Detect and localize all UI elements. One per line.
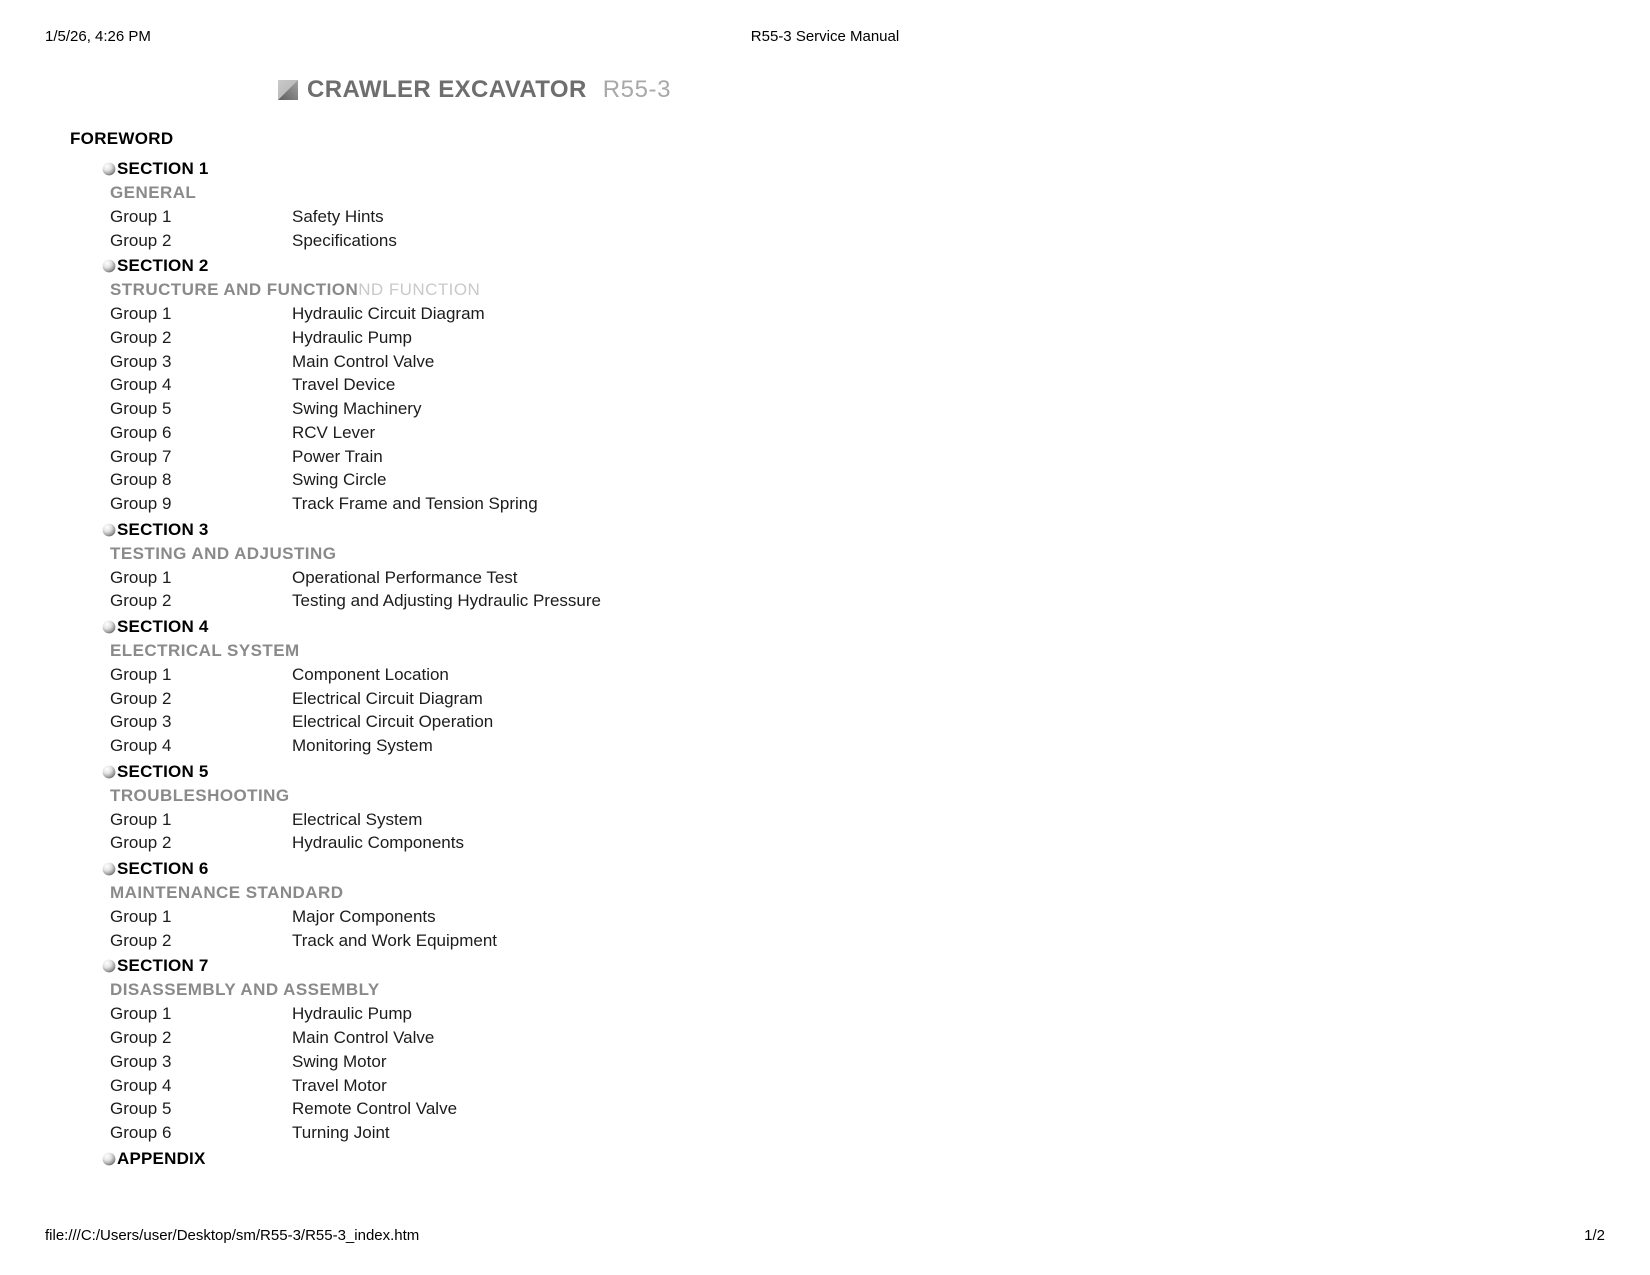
table-of-contents <box>0 157 1650 1171</box>
toc-section-subtitle-text: MAINTENANCE STANDARD <box>110 883 344 903</box>
toc-group-label: Group 2 <box>110 688 172 708</box>
toc-section-block <box>0 157 1650 252</box>
toc-group-label: Group 2 <box>110 930 172 950</box>
manual-title-main: CRAWLER EXCAVATOR <box>307 76 587 103</box>
toc-group-row[interactable] <box>0 1097 1650 1121</box>
toc-group-label: Group 2 <box>110 1028 172 1048</box>
print-footer-page-number: 1/2 <box>1584 1227 1605 1244</box>
toc-section-header[interactable] <box>0 615 1650 639</box>
toc-group-title: Hydraulic Circuit Diagram <box>292 304 485 324</box>
toc-group-row[interactable] <box>0 710 1650 734</box>
toc-section-subtitle <box>0 542 1650 566</box>
toc-group-row[interactable] <box>0 1050 1650 1074</box>
toc-group-label: Group 5 <box>110 1099 172 1119</box>
toc-group-title: Swing Circle <box>292 470 387 490</box>
toc-group-row[interactable] <box>0 687 1650 711</box>
toc-group-label: Group 2 <box>110 328 172 348</box>
toc-section-subtitle <box>0 881 1650 905</box>
toc-group-row[interactable] <box>0 397 1650 421</box>
toc-group-title: Turning Joint <box>292 1122 390 1142</box>
print-header-datetime: 1/5/26, 4:26 PM <box>45 28 151 45</box>
toc-group-row[interactable] <box>0 831 1650 855</box>
toc-section-block <box>0 857 1650 952</box>
gradient-square-logo-icon <box>278 80 298 100</box>
toc-group-title: Power Train <box>292 446 383 466</box>
toc-group-row[interactable] <box>0 229 1650 253</box>
print-footer <box>0 1227 1650 1249</box>
toc-group-row[interactable] <box>0 205 1650 229</box>
toc-group-title: Track and Work Equipment <box>292 930 498 950</box>
document-body <box>0 70 1650 1171</box>
toc-group-row[interactable] <box>0 589 1650 613</box>
toc-group-title: Hydraulic Pump <box>292 1004 412 1024</box>
toc-group-row[interactable] <box>0 421 1650 445</box>
toc-group-title: Travel Device <box>292 375 396 395</box>
toc-group-label: Group 6 <box>110 1122 172 1142</box>
sphere-bullet-icon <box>102 959 116 973</box>
toc-group-title: Hydraulic Components <box>292 833 464 853</box>
toc-section-subtitle-ghost-text: ND FUNCTION <box>358 280 481 300</box>
toc-group-label: Group 1 <box>110 907 172 927</box>
toc-section-header-label: SECTION 7 <box>117 956 209 976</box>
toc-section-subtitle <box>0 278 1650 302</box>
toc-section-header-label: SECTION 1 <box>117 159 209 178</box>
toc-group-row[interactable] <box>0 1074 1650 1098</box>
toc-section-header-label: APPENDIX <box>117 1148 206 1168</box>
toc-group-label: Group 1 <box>110 207 172 226</box>
toc-group-row[interactable] <box>0 1026 1650 1050</box>
toc-section-header[interactable] <box>0 157 1650 181</box>
foreword-heading: FOREWORD <box>70 129 174 148</box>
toc-group-label: Group 1 <box>110 664 172 684</box>
toc-group-row[interactable] <box>0 373 1650 397</box>
toc-group-title: Major Components <box>292 907 436 927</box>
toc-group-title: Electrical System <box>292 809 423 829</box>
toc-group-row[interactable] <box>0 445 1650 469</box>
toc-group-label: Group 9 <box>110 493 172 513</box>
toc-section-header-label: SECTION 5 <box>117 761 209 781</box>
toc-group-title: Electrical Circuit Operation <box>292 712 494 732</box>
sphere-bullet-icon <box>102 259 116 273</box>
toc-group-label: Group 1 <box>110 809 172 829</box>
toc-group-row[interactable] <box>0 1121 1650 1145</box>
toc-group-label: Group 5 <box>110 399 172 419</box>
toc-group-label: Group 3 <box>110 1051 172 1071</box>
toc-group-row[interactable] <box>0 468 1650 492</box>
toc-section-header[interactable] <box>0 518 1650 542</box>
sphere-bullet-icon <box>102 1152 116 1166</box>
toc-group-title: RCV Lever <box>292 422 376 442</box>
toc-group-label: Group 4 <box>110 375 172 395</box>
toc-section-block <box>0 954 1650 1144</box>
toc-section-subtitle <box>0 784 1650 808</box>
toc-section-block <box>0 254 1650 515</box>
toc-section-block <box>0 615 1650 758</box>
toc-group-label: Group 3 <box>110 351 172 371</box>
toc-group-row[interactable] <box>0 492 1650 516</box>
sphere-bullet-icon <box>102 523 116 537</box>
toc-group-label: Group 4 <box>110 736 172 755</box>
toc-group-title: Remote Control Valve <box>292 1099 458 1119</box>
manual-title-model: R55-3 <box>602 76 672 103</box>
toc-section-subtitle <box>0 181 1650 205</box>
toc-group-title: Swing Machinery <box>292 399 422 419</box>
toc-section-header-label: SECTION 3 <box>117 519 209 539</box>
toc-section-header[interactable] <box>0 857 1650 881</box>
toc-group-label: Group 8 <box>110 470 172 490</box>
toc-section-block <box>0 518 1650 613</box>
toc-group-label: Group 2 <box>110 591 172 611</box>
toc-group-title: Electrical Circuit Diagram <box>292 688 483 708</box>
toc-group-row[interactable] <box>0 1002 1650 1026</box>
toc-group-row[interactable] <box>0 663 1650 687</box>
toc-section-header[interactable] <box>0 254 1650 278</box>
print-header-title: R55-3 Service Manual <box>750 28 900 45</box>
toc-group-title: Testing and Adjusting Hydraulic Pressure <box>292 591 601 611</box>
toc-group-label: Group 3 <box>110 712 172 732</box>
toc-section-header[interactable] <box>0 760 1650 784</box>
toc-group-title: Specifications <box>292 230 397 250</box>
toc-group-title: Operational Performance Test <box>292 567 518 587</box>
toc-group-title: Main Control Valve <box>292 1028 435 1048</box>
toc-group-label: Group 2 <box>110 833 172 853</box>
toc-group-title: Safety Hints <box>292 207 384 226</box>
toc-group-label: Group 7 <box>110 446 172 466</box>
toc-group-title: Component Location <box>292 664 449 684</box>
print-footer-url: file:///C:/Users/user/Desktop/sm/R55-3/R55-3_index.htm <box>45 1227 420 1244</box>
toc-group-title: Travel Motor <box>292 1075 387 1095</box>
toc-group-row[interactable] <box>0 326 1650 350</box>
toc-section-subtitle-text: GENERAL <box>110 183 197 202</box>
toc-group-row[interactable] <box>0 929 1650 953</box>
toc-group-title: Hydraulic Pump <box>292 328 412 348</box>
toc-section-header-label: SECTION 4 <box>117 616 209 636</box>
toc-group-title: Swing Motor <box>292 1051 387 1071</box>
toc-group-title: Track Frame and Tension Spring <box>292 493 538 513</box>
toc-group-label: Group 1 <box>110 1004 172 1024</box>
toc-section-block <box>0 760 1650 855</box>
toc-section-header[interactable] <box>0 1147 1650 1171</box>
toc-group-row[interactable] <box>0 350 1650 374</box>
sphere-bullet-icon <box>102 862 116 876</box>
sphere-bullet-icon <box>102 765 116 779</box>
toc-section-header-label: SECTION 2 <box>117 256 209 276</box>
print-header <box>0 28 1650 50</box>
toc-section-subtitle-text: STRUCTURE AND FUNCTION <box>110 280 359 300</box>
manual-title <box>0 70 1650 110</box>
toc-group-row[interactable] <box>0 734 1650 758</box>
toc-group-label: Group 1 <box>110 304 172 324</box>
toc-section-header-label: SECTION 6 <box>117 859 209 879</box>
sphere-bullet-icon <box>102 620 116 634</box>
toc-group-label: Group 6 <box>110 422 172 442</box>
toc-section-subtitle-text: TROUBLESHOOTING <box>110 785 290 805</box>
toc-section-header[interactable] <box>0 954 1650 978</box>
toc-section-subtitle-text: ELECTRICAL SYSTEM <box>110 640 300 660</box>
toc-group-row[interactable] <box>0 302 1650 326</box>
toc-group-label: Group 1 <box>110 567 172 587</box>
sphere-bullet-icon <box>102 162 116 176</box>
toc-section-subtitle <box>0 978 1650 1002</box>
toc-group-label: Group 4 <box>110 1075 172 1095</box>
toc-group-title: Monitoring System <box>292 736 433 755</box>
toc-group-row[interactable] <box>0 905 1650 929</box>
toc-section-subtitle-text: DISASSEMBLY AND ASSEMBLY <box>110 980 380 1000</box>
toc-group-title: Main Control Valve <box>292 351 435 371</box>
toc-section-block <box>0 1147 1650 1171</box>
toc-group-row[interactable] <box>0 566 1650 590</box>
toc-group-label: Group 2 <box>110 230 172 250</box>
toc-section-subtitle-text: TESTING AND ADJUSTING <box>110 543 337 563</box>
toc-section-subtitle <box>0 639 1650 663</box>
toc-group-row[interactable] <box>0 808 1650 832</box>
